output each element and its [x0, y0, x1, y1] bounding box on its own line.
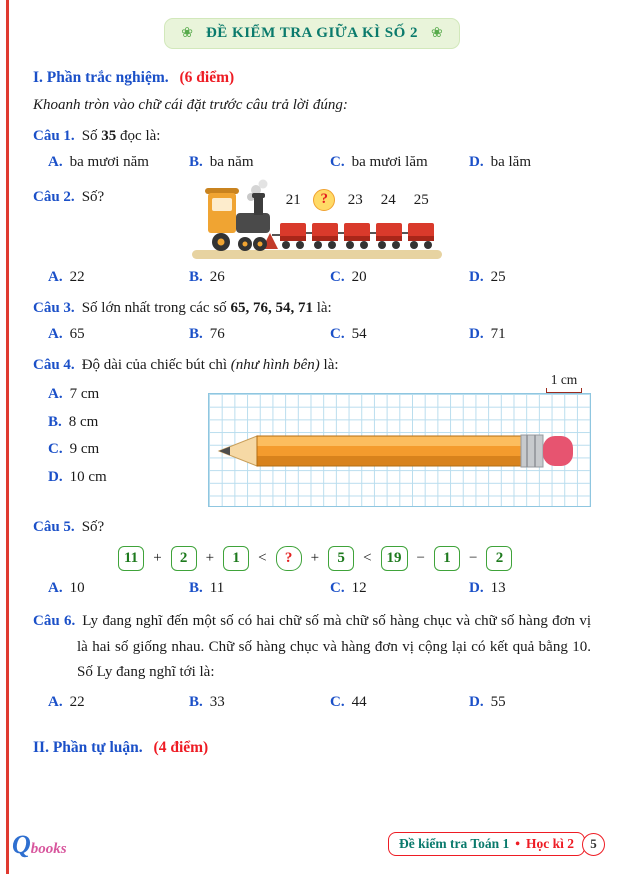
- option-d: [48, 469, 198, 486]
- option-text: ba mươi lăm: [351, 154, 428, 170]
- plus-operator: +: [205, 550, 215, 566]
- option-text: 10 cm: [69, 468, 107, 485]
- option-text: 13: [490, 580, 506, 596]
- minus-operator: −: [416, 550, 425, 566]
- equation-number-box: 5: [328, 546, 354, 571]
- question-1-options: [48, 154, 591, 171]
- option-letter: C.: [330, 580, 345, 596]
- flower-icon: ❀: [431, 25, 443, 41]
- question-4-options: [48, 376, 198, 507]
- train-unknown-number: ?: [313, 189, 335, 211]
- option-b: [189, 580, 330, 597]
- option-letter: C.: [330, 693, 345, 710]
- equation-number-box: 11: [118, 546, 144, 571]
- option-d: [469, 694, 591, 711]
- option-letter: A.: [48, 269, 63, 285]
- option-a: [48, 694, 189, 711]
- question-text-bold: 65, 76, 54, 71: [230, 300, 313, 316]
- option-text: 11: [209, 580, 225, 596]
- question-text: Số?: [81, 189, 105, 205]
- option-letter: B.: [189, 154, 203, 170]
- footer-book-title: Đề kiểm tra Toán 1: [398, 836, 510, 851]
- question-label: Câu 3.: [33, 300, 75, 316]
- option-text: ba lăm: [490, 154, 531, 170]
- question-3-options: [48, 326, 591, 343]
- option-text: 26: [209, 269, 225, 285]
- minus-operator: −: [469, 550, 478, 566]
- footer-separator-dot: •: [515, 836, 520, 851]
- option-text: 44: [351, 693, 367, 710]
- question-3: [33, 300, 591, 317]
- option-text: 54: [351, 326, 367, 342]
- option-text: 25: [490, 269, 506, 285]
- question-text: Số?: [81, 519, 105, 535]
- train-number: 21: [285, 192, 301, 208]
- question-label: Câu 5.: [33, 519, 75, 535]
- option-letter: B.: [48, 413, 62, 430]
- question-label: Câu 1.: [33, 128, 75, 144]
- option-text: 71: [490, 326, 506, 342]
- option-b: [189, 326, 330, 343]
- option-text: 12: [351, 580, 367, 596]
- option-letter: A.: [48, 580, 63, 596]
- equation-number-box: 2: [486, 546, 512, 571]
- option-text: ba mươi năm: [69, 154, 149, 170]
- question-5: [33, 519, 591, 536]
- option-a: [48, 580, 189, 597]
- option-text: ba năm: [209, 154, 254, 170]
- page-number: 5: [582, 833, 605, 856]
- option-text: 22: [69, 693, 85, 710]
- pencil-drawing: [217, 428, 583, 474]
- question-text: Ly đang nghĩ đến một số có hai chữ số mà chữ số hàng chục và chữ số hàng đơn vị là hai số giống nhau. Chữ số hàng chục và hàng đơn vị cộng lại có kết quả bằng 10. Số Ly đang nghĩ tới là:: [77, 613, 591, 680]
- question-6: [33, 609, 591, 686]
- question-text-italic: (như hình bên): [230, 357, 320, 373]
- option-text: 76: [209, 326, 225, 342]
- question-text: Độ dài của chiếc bút chì: [81, 357, 231, 373]
- equation-row: [118, 546, 591, 571]
- option-a: [48, 269, 189, 286]
- option-text: 9 cm: [69, 441, 100, 457]
- section-points: (4 điểm): [153, 738, 209, 756]
- option-letter: D.: [469, 580, 484, 596]
- option-a: [48, 326, 189, 343]
- option-letter: C.: [330, 269, 345, 285]
- question-5-options: [48, 580, 591, 597]
- question-label: Câu 4.: [33, 357, 75, 373]
- option-c: [330, 326, 469, 343]
- option-text: 7 cm: [69, 386, 100, 402]
- footer-book-box: [388, 832, 585, 856]
- option-b: [189, 269, 330, 286]
- option-letter: A.: [48, 154, 63, 170]
- option-b: [189, 694, 330, 711]
- publisher-logo-text: Qbooks: [12, 830, 67, 859]
- question-2-line: [33, 189, 104, 261]
- train-number: 24: [380, 192, 396, 208]
- option-c: [330, 580, 469, 597]
- section-points: (6 điểm): [179, 69, 235, 86]
- option-c: [48, 441, 198, 458]
- unit-bracket: [546, 388, 582, 393]
- equation-unknown-box: ?: [276, 546, 302, 571]
- less-than-operator: <: [363, 550, 372, 566]
- option-text: 20: [351, 269, 367, 285]
- train-numbers: [280, 189, 434, 211]
- publisher-logo: [12, 830, 67, 860]
- section-one-heading: [33, 69, 591, 87]
- question-2-options: [48, 269, 591, 286]
- plus-operator: +: [310, 550, 320, 566]
- question-label: Câu 2.: [33, 189, 75, 205]
- option-letter: B.: [189, 580, 203, 596]
- option-c: [330, 269, 469, 286]
- option-c: [330, 694, 469, 711]
- option-letter: B.: [189, 326, 203, 342]
- question-text: đọc là:: [116, 128, 161, 144]
- section-title: II. Phần tự luận.: [33, 738, 143, 756]
- option-b: [48, 414, 198, 431]
- option-d: [469, 269, 591, 286]
- option-letter: A.: [48, 693, 63, 710]
- option-text: 33: [209, 693, 225, 710]
- instruction-text: Khoanh tròn vào chữ cái đặt trước câu trả lời đúng:: [33, 97, 348, 113]
- option-text: 10: [69, 580, 85, 596]
- question-text: Số lớn nhất trong các số: [81, 300, 231, 316]
- option-d: [469, 326, 591, 343]
- question-label: Câu 6.: [33, 613, 76, 629]
- unit-text: 1 cm: [550, 372, 578, 387]
- train-number: 25: [413, 192, 429, 208]
- option-letter: D.: [48, 468, 63, 485]
- question-2: [33, 185, 591, 261]
- footer-info: [388, 832, 605, 856]
- equation-number-box: 1: [434, 546, 460, 571]
- question-4: [33, 357, 591, 374]
- option-text: 65: [69, 326, 85, 342]
- option-letter: A.: [48, 326, 63, 342]
- option-letter: A.: [48, 386, 63, 402]
- option-letter: B.: [189, 269, 203, 285]
- option-d: [469, 580, 591, 597]
- train-number: 23: [347, 192, 363, 208]
- equation-number-box: 1: [223, 546, 249, 571]
- equation-number-box: 19: [381, 546, 408, 571]
- option-a: [48, 386, 198, 403]
- plus-operator: +: [153, 550, 162, 566]
- option-letter: C.: [48, 441, 63, 457]
- page-margin-rule: [6, 0, 9, 874]
- question-text-bold: 35: [101, 128, 117, 144]
- footer-term: Học kì 2: [525, 836, 574, 851]
- question-4-body: [33, 372, 591, 507]
- pencil-illustration: [208, 372, 591, 507]
- option-letter: C.: [330, 326, 345, 342]
- question-text: Số: [81, 128, 102, 144]
- option-text: 22: [69, 269, 85, 285]
- question-text: là:: [319, 357, 339, 373]
- question-text: là:: [312, 300, 332, 316]
- equation-number-box: 2: [171, 546, 197, 571]
- section-title: I. Phần trắc nghiệm.: [33, 69, 169, 86]
- section-two-heading: [33, 739, 591, 757]
- option-letter: C.: [330, 154, 345, 170]
- flower-icon: ❀: [181, 25, 193, 41]
- question-1: [33, 128, 591, 145]
- option-text: 55: [490, 693, 506, 710]
- train-illustration: [192, 177, 442, 261]
- option-text: 8 cm: [68, 413, 99, 430]
- option-c: [330, 154, 469, 171]
- option-letter: D.: [469, 693, 484, 710]
- option-a: [48, 154, 189, 171]
- scale-label: [546, 373, 582, 393]
- less-than-operator: <: [258, 550, 267, 566]
- page-title: ĐỀ KIỂM TRA GIỮA KÌ SỐ 2: [205, 25, 419, 41]
- option-letter: D.: [469, 154, 484, 170]
- option-letter: D.: [469, 269, 484, 285]
- option-letter: B.: [189, 693, 203, 710]
- question-6-options: [48, 694, 591, 711]
- option-d: [469, 154, 591, 171]
- test-title-banner: [164, 18, 460, 49]
- option-b: [189, 154, 330, 171]
- option-letter: D.: [469, 326, 484, 342]
